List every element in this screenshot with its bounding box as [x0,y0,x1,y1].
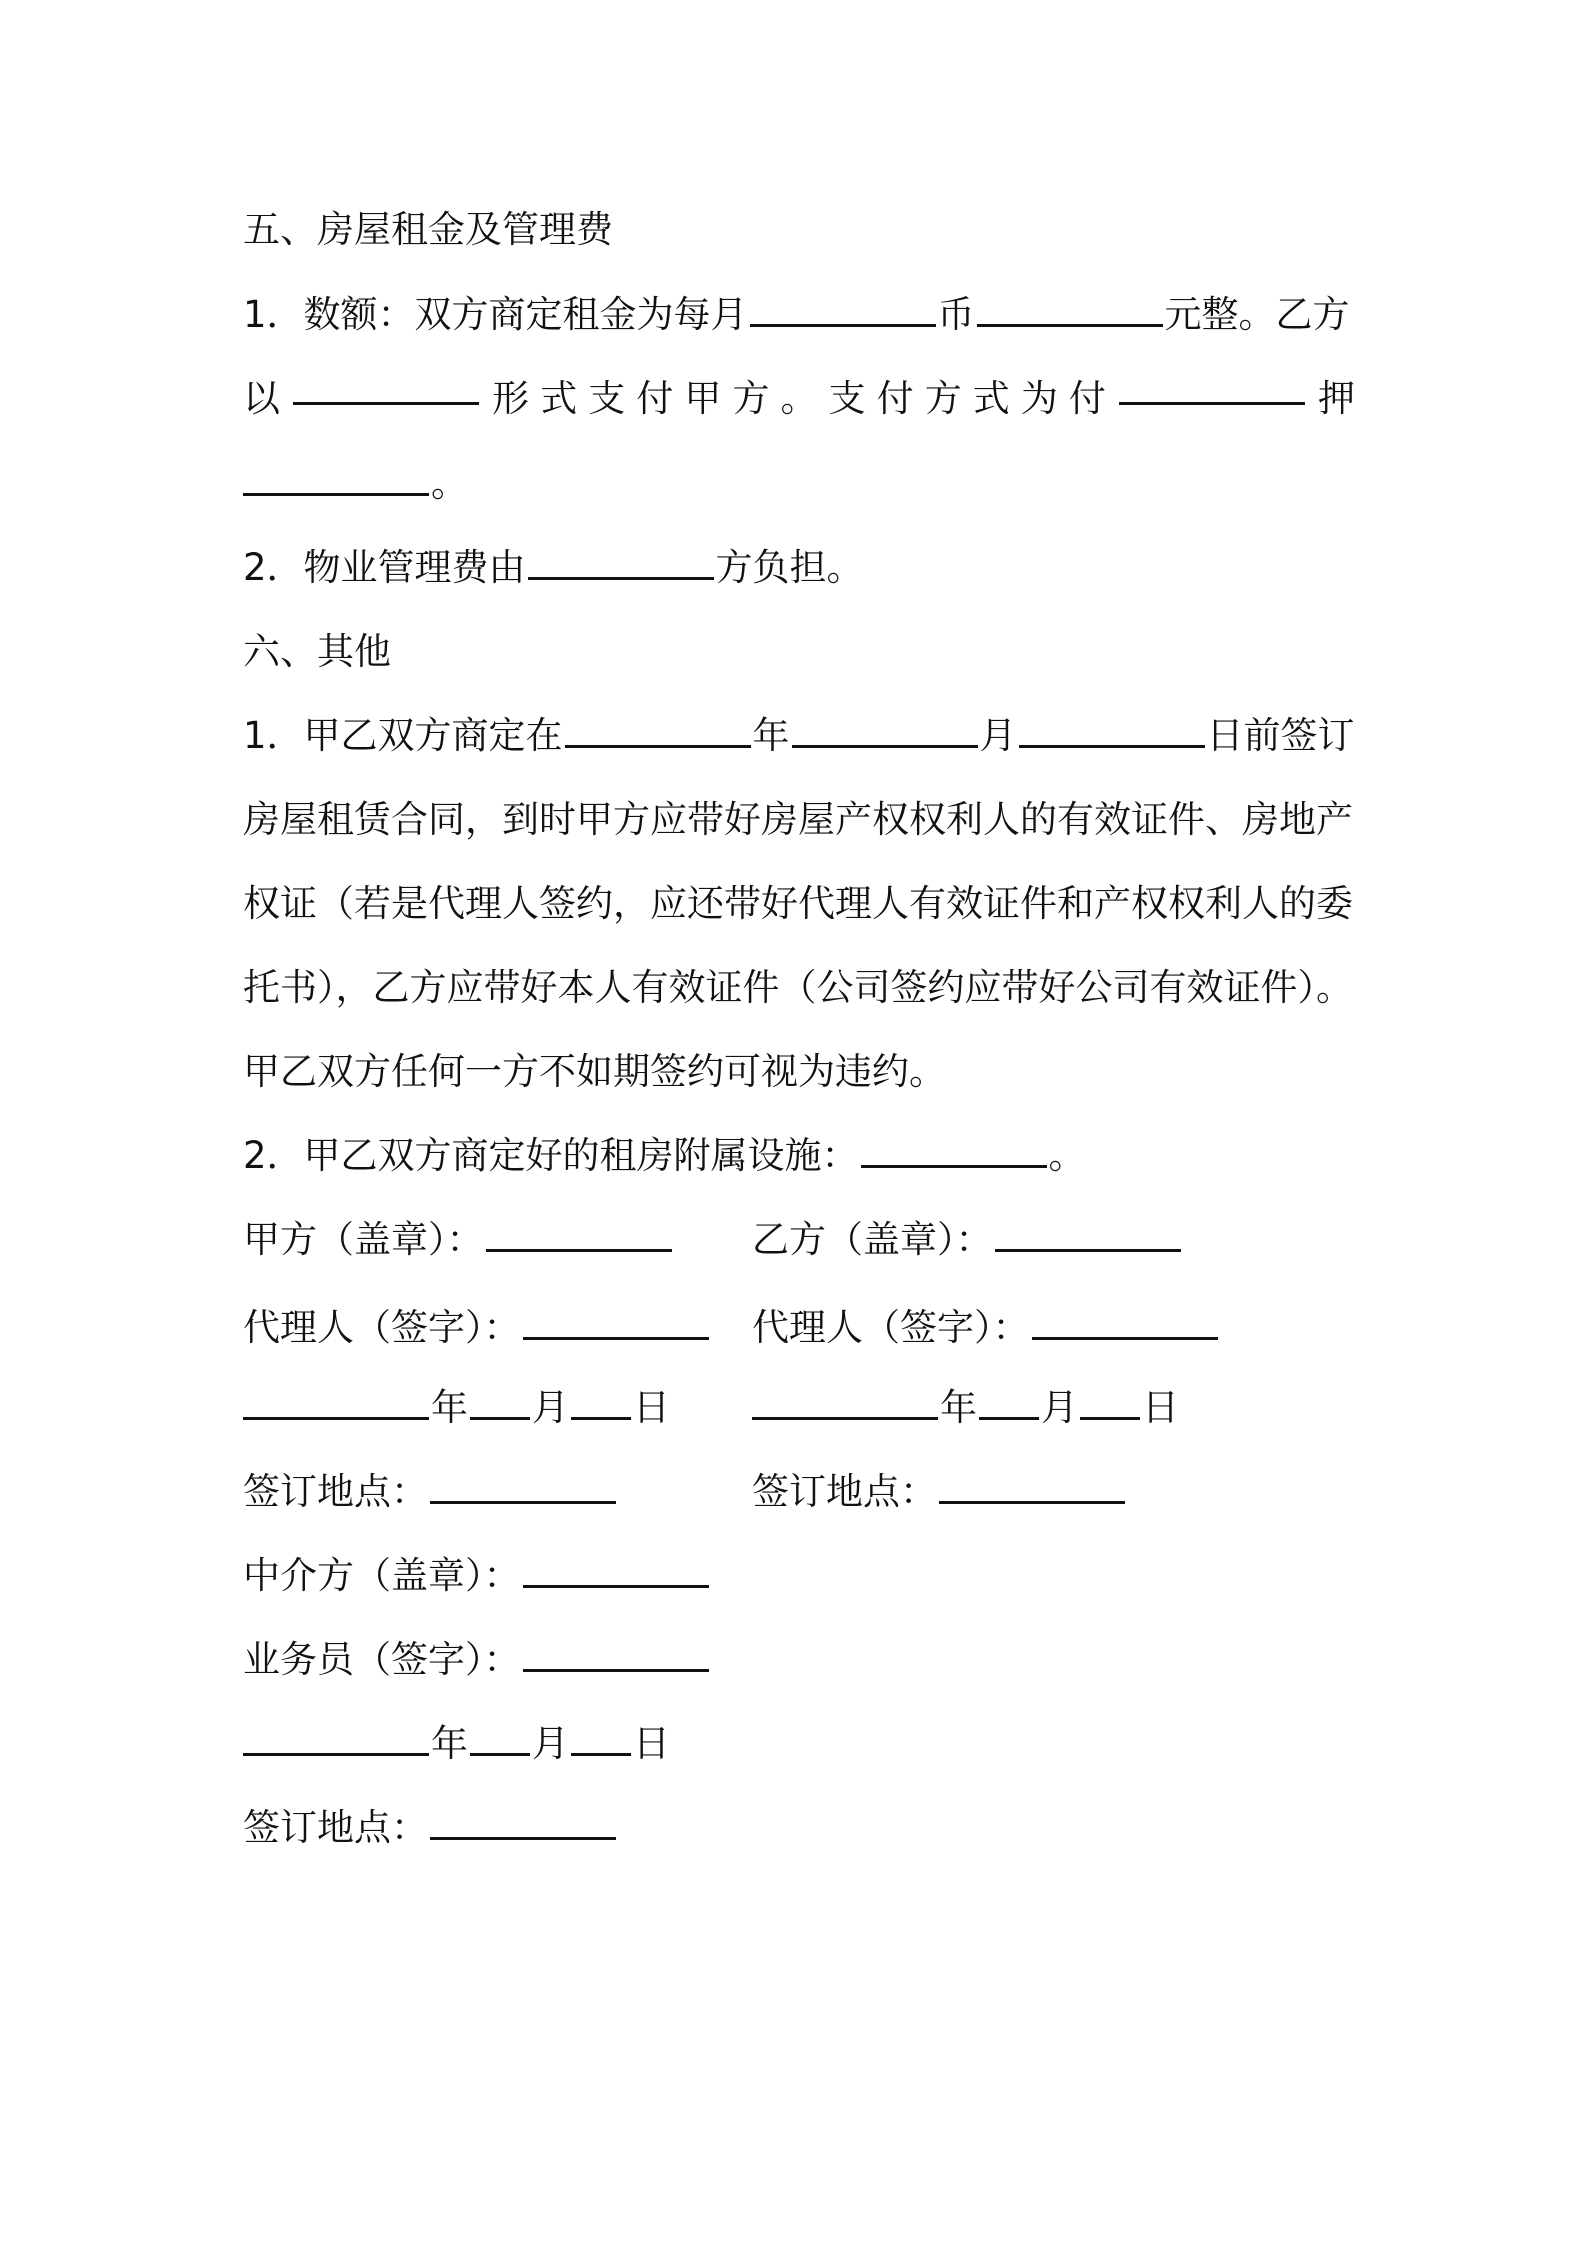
intermediary-month-blank[interactable] [470,1725,530,1756]
party-b-month-blank[interactable] [979,1389,1039,1420]
party-a-stamp-blank[interactable] [486,1221,672,1252]
party-b-place: 签订地点： [752,1467,1127,1517]
intermediary-date: 年 月 日 [243,1719,670,1769]
agent-a-signature-blank[interactable] [523,1309,709,1340]
deposit-line: 。 [243,459,468,509]
management-fee-blank[interactable] [528,549,714,580]
agent-b-signature-blank[interactable] [1032,1309,1218,1340]
intermediary-day-blank[interactable] [571,1725,631,1756]
party-b-date: 年 月 日 [752,1383,1179,1433]
party-a-date: 年 月 日 [243,1383,670,1433]
paragraph-line: 甲乙双方任何一方不如期签约可视为违约。 [243,1050,946,1093]
intermediary-year-blank[interactable] [243,1725,429,1756]
party-b-stamp: 乙方（盖章）： [752,1215,1183,1265]
paragraph-line: 托书），乙方应带好本人有效证件（公司签约应带好公司有效证件）。 [243,966,1353,1009]
party-a-day-blank[interactable] [571,1389,631,1420]
management-fee-line: 2．物业管理费由 方负担。 [243,546,864,589]
rent-amount-blank[interactable] [977,296,1163,327]
facilities-blank[interactable] [861,1137,1047,1168]
party-a-year-blank[interactable] [243,1389,429,1420]
intermediary-place-blank[interactable] [430,1809,616,1840]
agent-a-signature: 代理人（签字）： [243,1303,711,1353]
intermediary-stamp-blank[interactable] [523,1557,709,1588]
intermediary-place: 签订地点： [243,1803,618,1853]
signing-month-blank[interactable] [792,717,978,748]
party-b-year-blank[interactable] [752,1389,938,1420]
signing-date-line: 1．甲乙双方商定在 年 月 日前签订 [243,714,1355,757]
paragraph-line: 权证（若是代理人签约，应还带好代理人有效证件和产权权利人的委 [243,882,1353,925]
section-5-heading: 五、房屋租金及管理费 [243,208,613,251]
clerk-signature: 业务员（签字）： [243,1635,711,1685]
clerk-signature-blank[interactable] [523,1641,709,1672]
rent-amount-line: 1．数额：双方商定租金为每月 币 元整。乙方 [243,293,1350,336]
signing-day-blank[interactable] [1019,717,1205,748]
rent-monthly-blank[interactable] [750,296,936,327]
payment-method-line: 以 形 式 支 付 甲 方 。 支 付 方 式 为 付 押 [243,374,1355,424]
party-a-month-blank[interactable] [470,1389,530,1420]
party-a-stamp: 甲方（盖章）： [243,1215,674,1265]
party-b-stamp-blank[interactable] [995,1221,1181,1252]
section-6-heading: 六、其他 [243,630,391,673]
party-b-place-blank[interactable] [939,1473,1125,1504]
party-a-place: 签订地点： [243,1467,618,1517]
party-b-day-blank[interactable] [1080,1389,1140,1420]
agent-b-signature: 代理人（签字）： [752,1303,1220,1353]
party-a-place-blank[interactable] [430,1473,616,1504]
intermediary-stamp: 中介方（盖章）： [243,1551,711,1601]
deposit-blank[interactable] [243,465,429,496]
facilities-line: 2．甲乙双方商定好的租房附属设施： 。 [243,1134,1086,1177]
paragraph-line: 房屋租赁合同，到时甲方应带好房屋产权权利人的有效证件、房地产 [243,798,1353,841]
payment-pay-blank[interactable] [1119,374,1305,405]
payment-form-blank[interactable] [293,374,479,405]
signing-year-blank[interactable] [565,717,751,748]
